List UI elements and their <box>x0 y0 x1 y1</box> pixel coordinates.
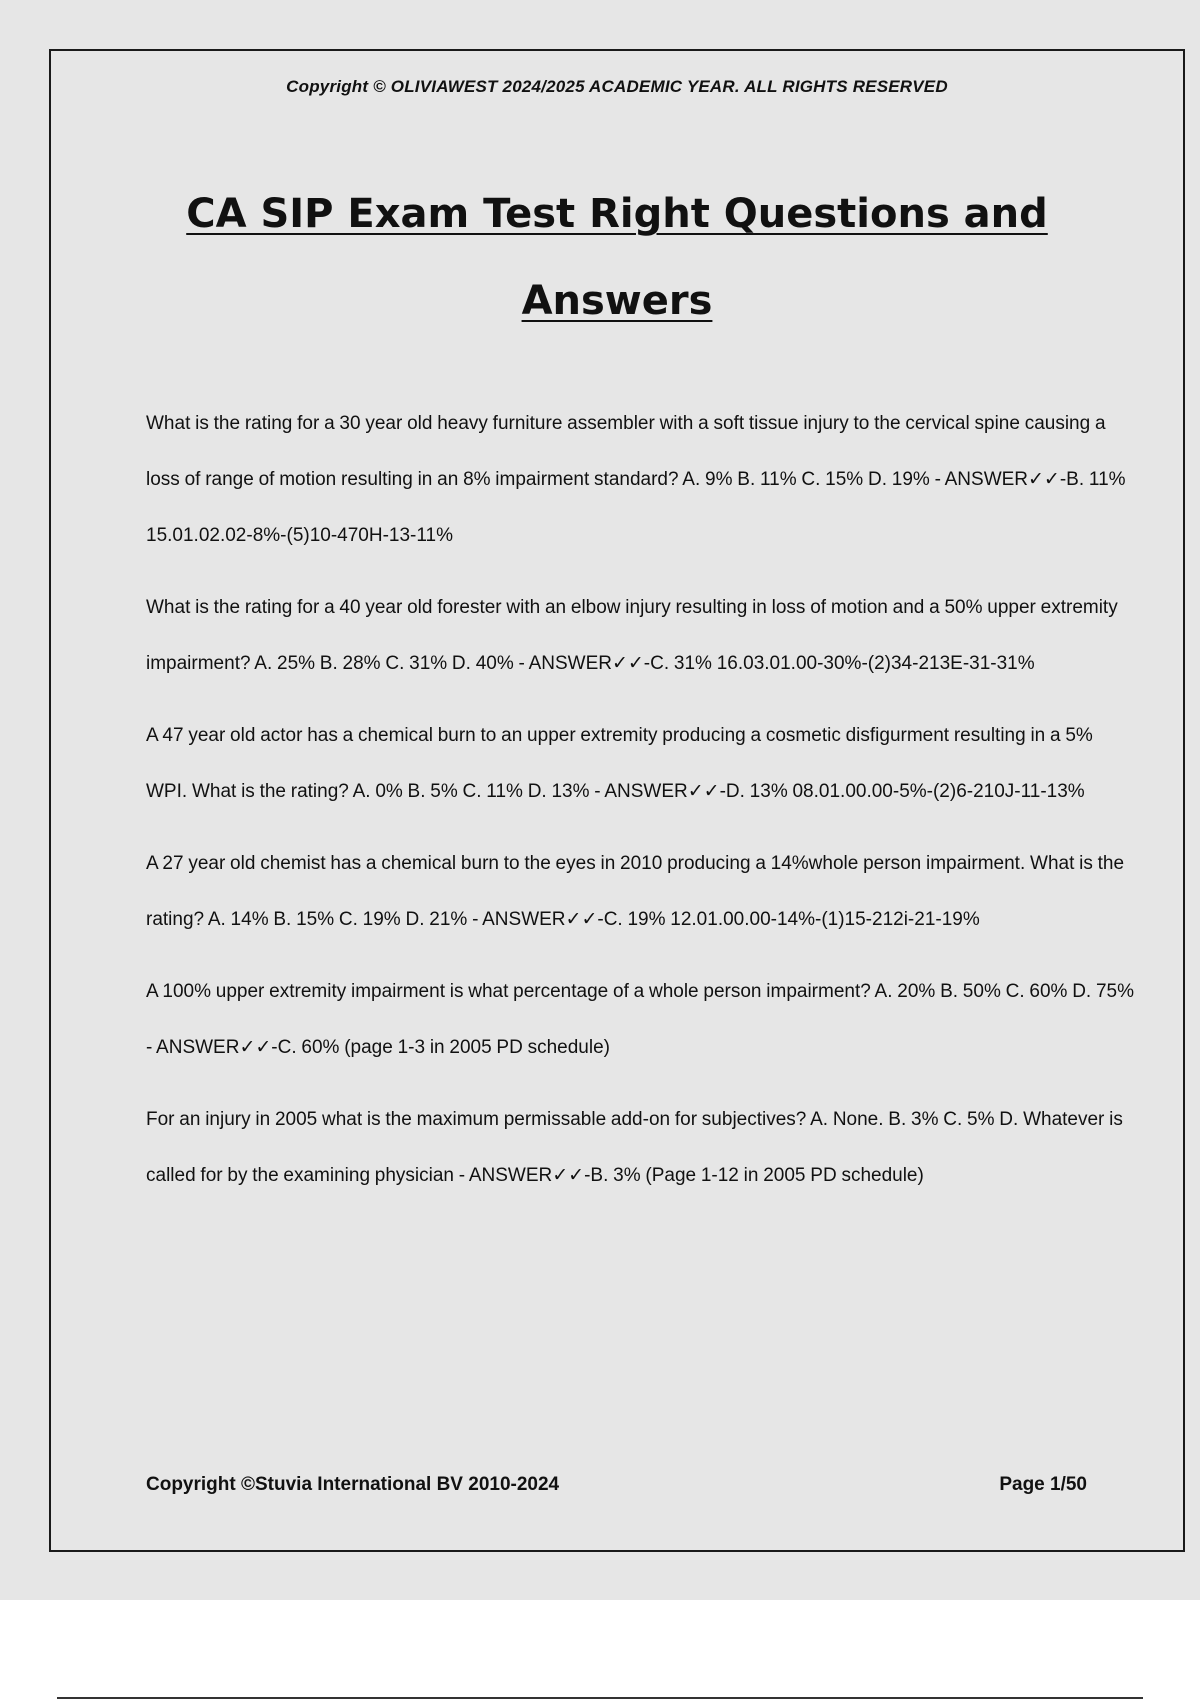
document-title <box>171 171 1063 345</box>
question-item-6: For an injury in 2005 what is the maximum permissable add-on for subjectives? A. None. B. 3% C. 5% D. Whatever is called for by the examining physician - ANSWER✓✓-B. 3% (Page 1-12 in 2005 PD schedule) <box>146 1109 1123 1186</box>
question-list <box>146 396 1136 1220</box>
question-item-1: What is the rating for a 30 year old heavy furniture assembler with a soft tissue injury to the cervical spine causing a loss of range of motion resulting in an 8% impairment standard? A. 9% B. 11% C. 15% D. 19% - ANSWER✓✓-B. 11% 15.01.02.02-8%-(5)10-470H-13-11% <box>146 413 1126 546</box>
page-number: Page 1/50 <box>999 1474 1087 1495</box>
question-item-3: A 47 year old actor has a chemical burn to an upper extremity producing a cosmetic disfigurment resulting in a 5% WPI. What is the rating? A. 0% B. 5% C. 11% D. 13% - ANSWER✓✓-D. 13% 08.01.00.00-5%-(2)6-210J-11-13% <box>146 725 1093 802</box>
question-item-4: A 27 year old chemist has a chemical burn to the eyes in 2010 producing a 14%whole person impairment. What is the rating? A. 14% B. 15% C. 19% D. 21% - ANSWER✓✓-C. 19% 12.01.00.00-14%-(1)15-212i-21-19% <box>146 853 1125 930</box>
question-item-5: A 100% upper extremity impairment is what percentage of a whole person impairment? A. 20% B. 50% C. 60% D. 75% - ANSWER✓✓-C. 60% (page 1-3 in 2005 PD schedule) <box>146 981 1135 1058</box>
next-page-divider <box>57 1697 1143 1699</box>
footer-copyright: Copyright ©Stuvia International BV 2010-2024 <box>146 1474 560 1495</box>
document-title-text: CA SIP Exam Test Right Questions and Answers <box>186 191 1048 324</box>
header-copyright: Copyright © OLIVIAWEST 2024/2025 ACADEMIC YEAR. ALL RIGHTS RESERVED <box>286 77 948 96</box>
page-border-frame <box>49 49 1185 1552</box>
question-item-2: What is the rating for a 40 year old forester with an elbow injury resulting in loss of motion and a 50% upper extremity impairment? A. 25% B. 28% C. 31% D. 40% - ANSWER✓✓-C. 31% 16.03.01.00-30%-(2)34-213E-31-31% <box>146 597 1118 674</box>
